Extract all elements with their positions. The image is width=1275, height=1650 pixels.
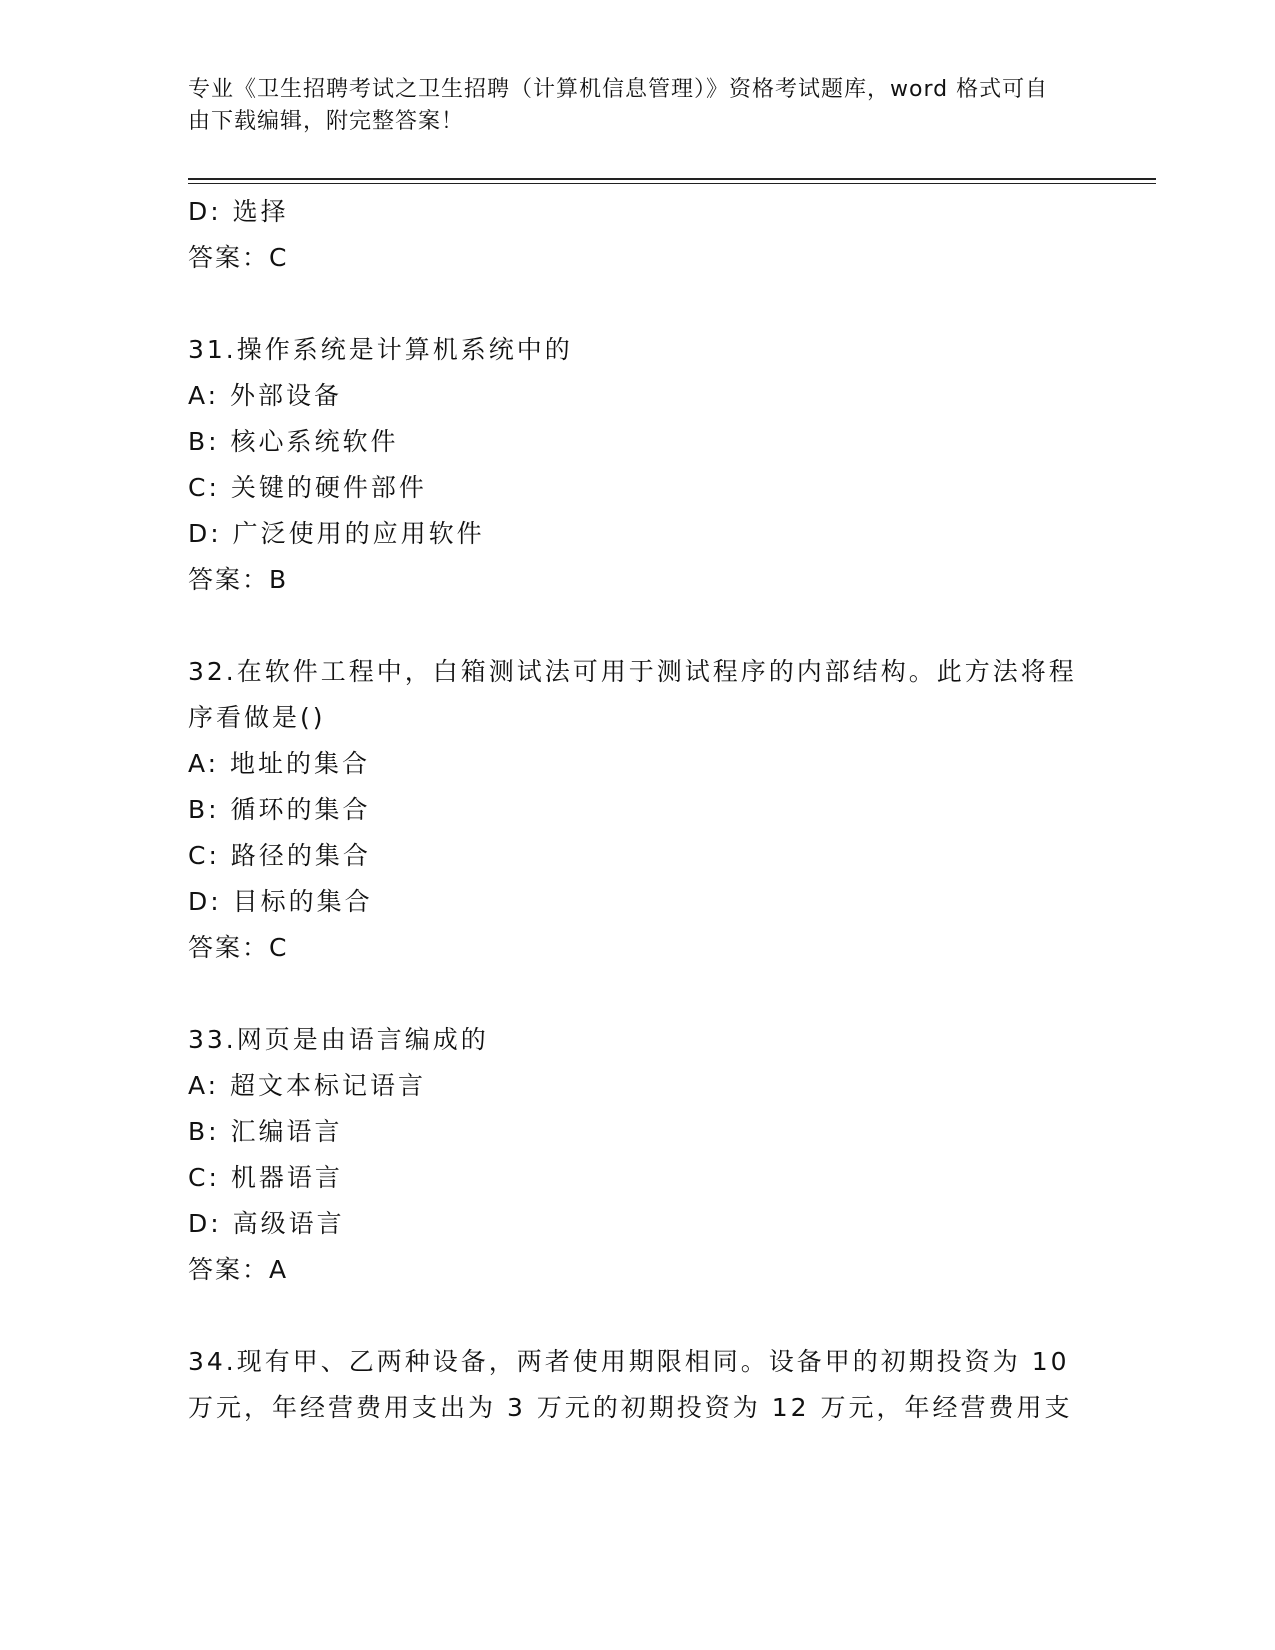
spacer xyxy=(188,971,1088,1017)
answer: 答案：A xyxy=(188,1255,289,1284)
option-a: A: 地址的集合 xyxy=(188,749,371,778)
question-stem: 31.操作系统是计算机系统中的 xyxy=(188,335,573,364)
option-b: B: 核心系统软件 xyxy=(188,427,399,456)
answer: 答案：B xyxy=(188,565,289,594)
header-divider-thin xyxy=(188,183,1156,184)
option-b: B: 汇编语言 xyxy=(188,1117,343,1146)
option-d: D: 高级语言 xyxy=(188,1209,345,1238)
option-d: D: 目标的集合 xyxy=(188,887,373,916)
spacer xyxy=(188,603,1088,649)
question-stem: 34.现有甲、乙两种设备，两者使用期限相同。设备甲的初期投资为 10 万元，年经营费用支出为 3 万元的初期投资为 12 万元，年经营费用支 xyxy=(188,1347,1073,1422)
header-divider xyxy=(188,178,1156,180)
option-c: C: 机器语言 xyxy=(188,1163,343,1192)
option-a: A: 外部设备 xyxy=(188,381,343,410)
prev-option-d: D: 选择 xyxy=(188,197,289,226)
header-text: 专业《卫生招聘考试之卫生招聘（计算机信息管理）》资格考试题库，word 格式可自由下载编辑，附完整答案！ xyxy=(188,77,1049,134)
option-d: D: 广泛使用的应用软件 xyxy=(188,519,485,548)
question-list xyxy=(188,189,1088,1431)
option-a: A: 超文本标记语言 xyxy=(188,1071,427,1100)
prev-answer: 答案：C xyxy=(188,243,289,272)
question-stem: 33.网页是由语言编成的 xyxy=(188,1025,489,1054)
question-stem: 32.在软件工程中，白箱测试法可用于测试程序的内部结构。此方法将程序看做是() xyxy=(188,657,1077,732)
option-b: B: 循环的集合 xyxy=(188,795,371,824)
option-c: C: 关键的硬件部件 xyxy=(188,473,427,502)
option-c: C: 路径的集合 xyxy=(188,841,371,870)
answer: 答案：C xyxy=(188,933,289,962)
document-header xyxy=(188,74,1068,138)
spacer xyxy=(188,281,1088,327)
spacer xyxy=(188,1293,1088,1339)
